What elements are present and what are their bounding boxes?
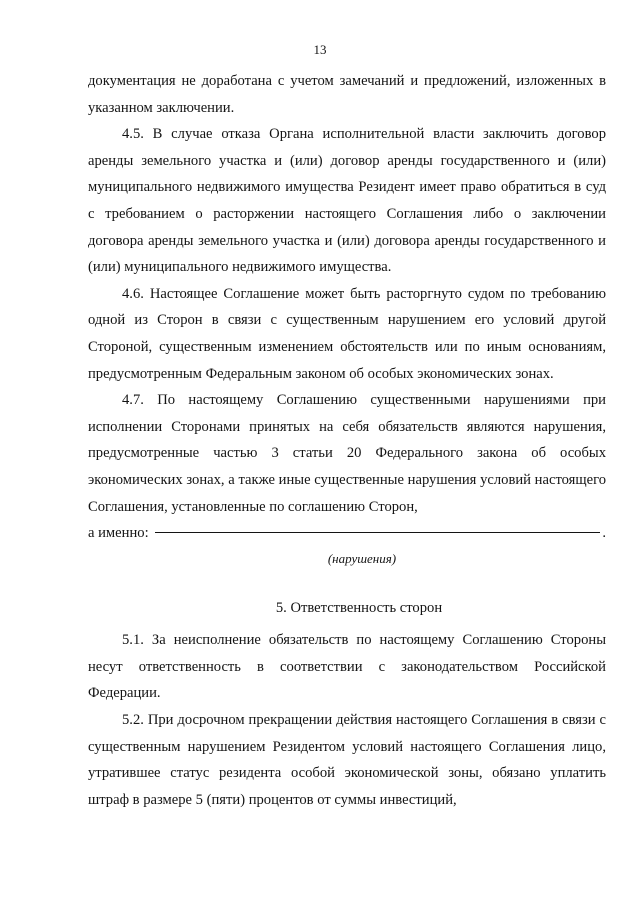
section-heading-5: 5. Ответственность сторон — [275, 599, 443, 616]
paragraph-4-7: 4.7. По настоящему Соглашению существенными нарушениями при исполнении Сторонами принятых на себя обязательств являются нарушения, предусмотренные частью 3 статьи 20 Федерального закона об особых экономических зонах, а также иные существенные нарушения условий настоящего Соглашения, установленные по соглашению Сторон, — [88, 392, 606, 515]
paragraph-4-6: 4.6. Настоящее Соглашение может быть расторгнуто судом по требованию одной из Сторон в связи с существенным нарушением его условий другой Стороной, существенным изменением обстоятельств или по иным основаниям, предусмотренным Федеральным законом об особых экономических зонах. — [88, 285, 606, 382]
paragraph-continuation: документация не доработана с учетом замечаний и предложений, изложенных в указанном заключении. — [88, 73, 606, 116]
paragraph-5-2: 5.2. При досрочном прекращении действия настоящего Соглашения в связи с существенным нарушением Резидентом условий настоящего Соглашения лицо, утратившее статус резидента особой экономической зоны, обязано уплатить штраф в размере 5 (пяти) процентов от суммы инвестиций, — [88, 712, 606, 808]
fill-in-line — [88, 520, 606, 547]
fill-in-blank — [155, 532, 601, 533]
fill-in-end: . — [602, 525, 606, 542]
paragraph-4-5: 4.5. В случае отказа Органа исполнительной власти заключить договор аренды земельного участка и (или) договор аренды государственного и (или) муниципального недвижимого имущества Резидент имеет право обратиться в суд с требованием о расторжении настоящего Соглашения либо о заключении договора аренды земельного участка и (или) договора аренды государственного и (или) муниципального недвижимого имущества. — [88, 126, 606, 276]
page-number: 13 — [313, 42, 327, 57]
fill-in-label: а именно: — [88, 525, 149, 542]
paragraph-5-1: 5.1. За неисполнение обязательств по настоящему Соглашению Стороны несут ответственность в соответствии с законодательством Российской Федерации. — [88, 632, 606, 702]
document-body — [88, 68, 606, 813]
fill-in-caption: (нарушения) — [327, 550, 397, 566]
